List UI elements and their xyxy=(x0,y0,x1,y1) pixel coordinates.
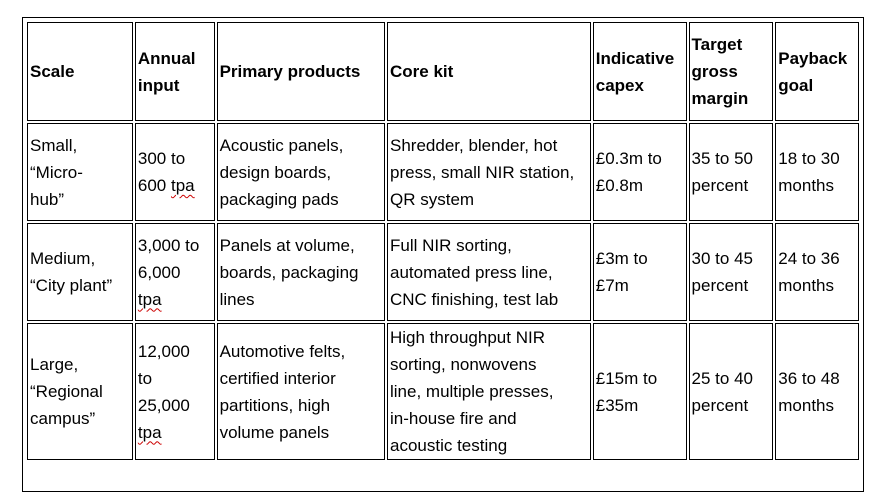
cell-core-kit: Full NIR sorting, automated press line, CNC finishing, test lab xyxy=(387,223,591,321)
input-value: 12,000 to 25,000 xyxy=(137,341,190,415)
header-row xyxy=(27,22,859,121)
cell-payback-goal: 18 to 30 months xyxy=(775,123,859,221)
cell-core-kit: Shredder, blender, hot press, small NIR station, QR system xyxy=(387,123,591,221)
header-annual-input: Annual input xyxy=(135,22,215,121)
input-unit: tpa xyxy=(170,176,195,195)
cell-core-kit: High throughput NIR sorting, nonwovens line, multiple presses, in-house fire and acoustic testing xyxy=(387,323,591,460)
cell-annual-input xyxy=(135,223,215,321)
cell-primary-products: Panels at volume, boards, packaging lines xyxy=(217,223,385,321)
table-row xyxy=(27,223,859,321)
cell-scale: Large, “Regional campus” xyxy=(27,323,133,460)
input-unit: tpa xyxy=(137,422,162,442)
cell-indicative-capex: £3m to £7m xyxy=(593,223,687,321)
cell-annual-input xyxy=(135,123,215,221)
cell-scale: Small, “Micro- hub” xyxy=(27,123,133,221)
header-core-kit: Core kit xyxy=(387,22,591,121)
cell-primary-products: Automotive felts, certified interior partitions, high volume panels xyxy=(217,323,385,460)
document-table-frame xyxy=(22,17,864,492)
cell-indicative-capex: £15m to £35m xyxy=(593,323,687,460)
header-payback-goal: Payback goal xyxy=(775,22,859,121)
cell-target-gross-margin: 30 to 45 percent xyxy=(689,223,774,321)
header-target-gross-margin: Target gross margin xyxy=(689,22,774,121)
header-primary-products: Primary products xyxy=(217,22,385,121)
input-value: 3,000 to 6,000 xyxy=(137,235,200,282)
cell-primary-products: Acoustic panels, design boards, packaging pads xyxy=(217,123,385,221)
business-scale-table xyxy=(25,20,861,462)
cell-scale: Medium, “City plant” xyxy=(27,223,133,321)
input-value: 300 to 600 xyxy=(137,149,186,195)
cell-payback-goal: 24 to 36 months xyxy=(775,223,859,321)
cell-target-gross-margin: 35 to 50 percent xyxy=(689,123,774,221)
table-row xyxy=(27,123,859,221)
header-scale: Scale xyxy=(27,22,133,121)
table-row xyxy=(27,323,859,460)
cell-indicative-capex: £0.3m to £0.8m xyxy=(593,123,687,221)
cell-annual-input xyxy=(135,323,215,460)
cell-payback-goal: 36 to 48 months xyxy=(775,323,859,460)
input-unit: tpa xyxy=(137,289,162,309)
header-indicative-capex: Indicative capex xyxy=(593,22,687,121)
cell-target-gross-margin: 25 to 40 percent xyxy=(689,323,774,460)
